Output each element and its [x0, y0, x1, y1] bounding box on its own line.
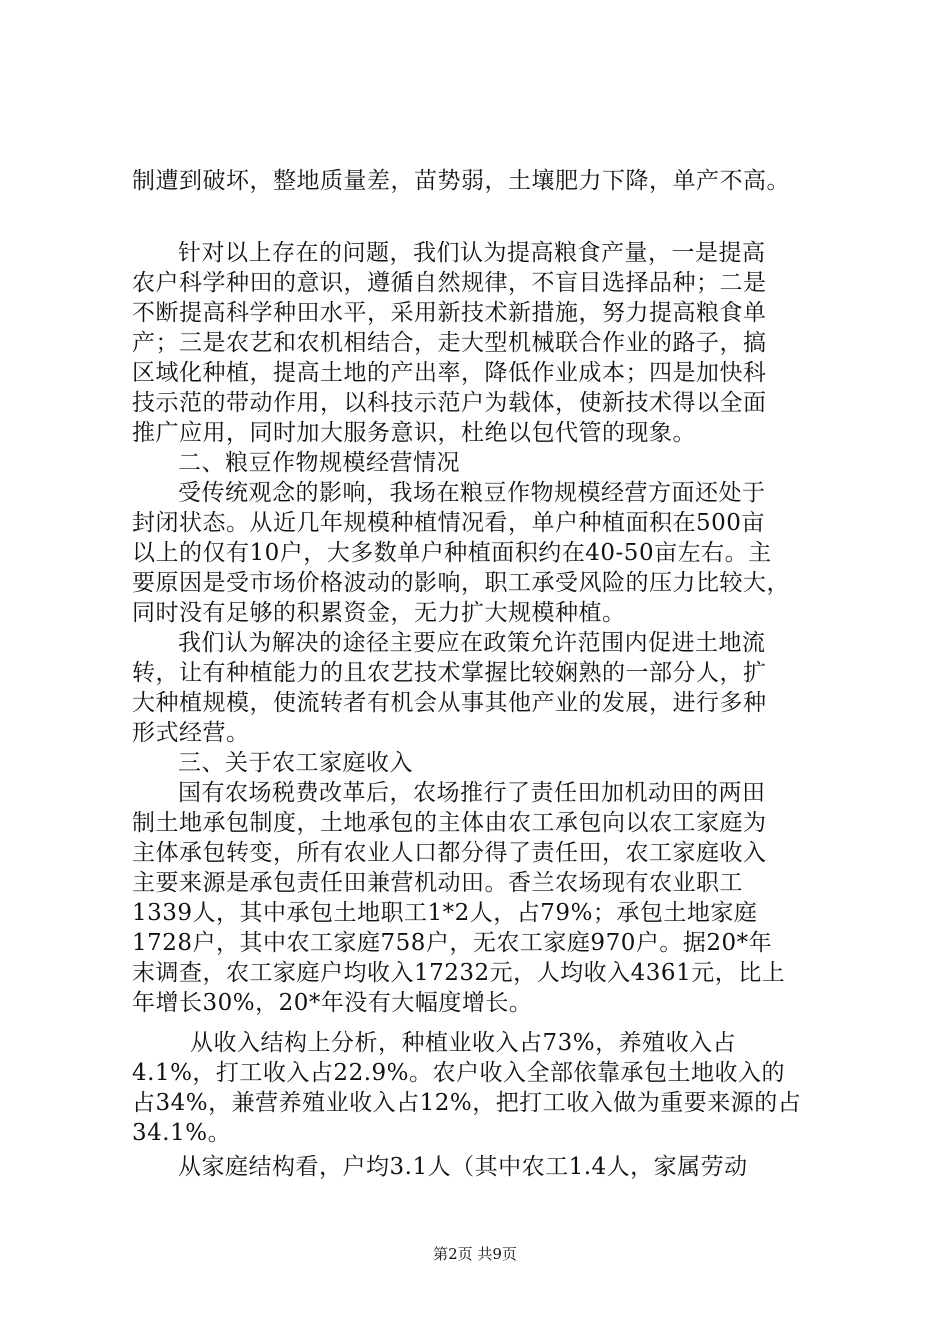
text-line: 要原因是受市场价格波动的影响，职工承受风险的压力比较大，	[132, 570, 790, 596]
text-line: 34.1%。	[132, 1120, 232, 1146]
text-line: 封闭状态。从近几年规模种植情况看，单户种植面积在500亩	[132, 510, 765, 536]
text-line: 制土地承包制度，土地承包的主体由农工承包向以农工家庭为	[132, 810, 767, 836]
text-line: 推广应用，同时加大服务意识，杜绝以包代管的现象。	[132, 420, 696, 446]
text-line: 1728户，其中农工家庭758户，无农工家庭970户。据20*年	[132, 930, 773, 956]
text-line: 转，让有种植能力的且农艺技术掌握比较娴熟的一部分人，扩	[132, 660, 767, 686]
text-line: 技示范的带动作用，以科技示范户为载体，使新技术得以全面	[132, 390, 767, 416]
text-line: 农户科学种田的意识，遵循自然规律，不盲目选择品种；二是	[132, 270, 767, 296]
text-line: 占34%，兼营养殖业收入占12%，把打工收入做为重要来源的占	[132, 1090, 802, 1116]
text-line: 产；三是农艺和农机相结合，走大型机械联合作业的路子，搞	[132, 330, 767, 356]
text-line: 制遭到破坏，整地质量差，苗势弱，土壤肥力下降，单产不高。	[132, 168, 790, 194]
text-line: 1339人，其中承包土地职工1*2人，占79%；承包土地家庭	[132, 900, 758, 926]
text-line: 同时没有足够的积累资金，无力扩大规模种植。	[132, 600, 626, 626]
text-line: 区域化种植，提高土地的产出率，降低作业成本；四是加快科	[132, 360, 767, 386]
text-line: 从收入结构上分析，种植业收入占73%，养殖收入占	[190, 1030, 737, 1056]
text-line: 以上的仅有10户，大多数单户种植面积约在40-50亩左右。主	[132, 540, 772, 566]
text-line: 受传统观念的影响，我场在粮豆作物规模经营方面还处于	[178, 480, 766, 506]
text-line: 不断提高科学种田水平，采用新技术新措施，努力提高粮食单	[132, 300, 767, 326]
text-line: 形式经营。	[132, 720, 250, 746]
page-footer: 第2页 共9页	[433, 1245, 517, 1263]
section-heading: 三、关于农工家庭收入	[178, 750, 413, 776]
section-heading: 二、粮豆作物规模经营情况	[178, 450, 460, 476]
text-line: 针对以上存在的问题，我们认为提高粮食产量，一是提高	[178, 240, 766, 266]
text-line: 4.1%，打工收入占22.9%。农户收入全部依靠承包土地收入的	[132, 1060, 785, 1086]
text-line: 国有农场税费改革后，农场推行了责任田加机动田的两田	[178, 780, 766, 806]
text-line: 我们认为解决的途径主要应在政策允许范围内促进土地流	[178, 630, 766, 656]
text-line: 末调查，农工家庭户均收入17232元，人均收入4361元，比上	[132, 960, 786, 986]
text-line: 从家庭结构看，户均3.1人（其中农工1.4人，家属劳动	[178, 1154, 748, 1180]
text-line: 年增长30%，20*年没有大幅度增长。	[132, 990, 533, 1016]
text-line: 大种植规模，使流转者有机会从事其他产业的发展，进行多种	[132, 690, 767, 716]
text-line: 主体承包转变，所有农业人口都分得了责任田，农工家庭收入	[132, 840, 767, 866]
text-line: 主要来源是承包责任田兼营机动田。香兰农场现有农业职工	[132, 870, 743, 896]
